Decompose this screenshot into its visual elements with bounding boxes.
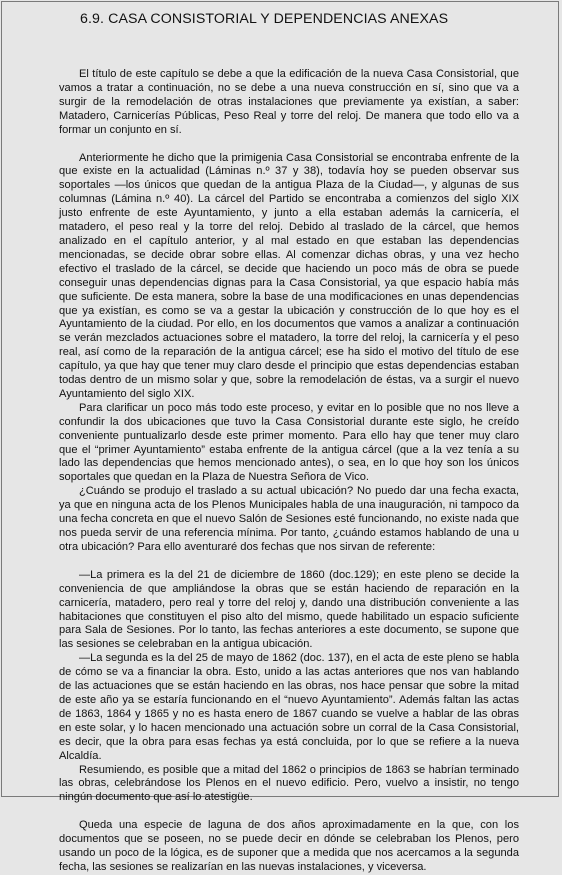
paragraph-summary: Resumiendo, es posible que a mitad del 1862 o principios de 1863 se habrían terminado las obras, celebrándose los Plenos en el nuevo edificio. Pero, vuelvo a insistir, no tengo ningún documento que así lo atestigüe.: [59, 763, 519, 804]
paragraph-intro: El título de este capítulo se debe a que la edificación de la nueva Casa Consistorial, que vamos a tratar a continuación, no se debe a una nueva construcción en sí, sino que va a surgir de la remodelación de otras instalaciones que previamente ya existían, a saber: Matadero, Carnicerías Públicas, Peso Real y torre del reloj. De manera que todo ello va a formar un conjunto en sí.: [59, 68, 519, 136]
paragraph-second-date: —La segunda es la del 25 de mayo de 1862 (doc. 137), en el acta de este pleno se habla de cómo se va a financiar la obra. Esto, unido a las actas anteriores que nos van hablando de las actuaciones que se están haciendo en las obras, nos hace pensar que sobre la mitad de este año ya se estaría funcionando en el “nuevo Ayuntamiento”. Además faltan las actas de 1863, 1864 y 1865 y no es hasta enero de 1867 cuando se vuelve a hablar de las obras en este solar, y lo hacen mencionado una actuación sobre un corral de la Casa Consistorial, es decir, que la obra para esas fechas ya está concluida, por lo que se refiere a la nueva Alcaldía.: [59, 652, 519, 762]
paragraph-clarify: Para clarificar un poco más todo este proceso, y evitar en lo posible que no nos lleve a confundir la dos ubicaciones que tuvo la Casa Consistorial durante este siglo, he creído conveniente puntualizarlo desde este primer momento. Para ello hay que tener muy claro que el “primer Ayuntamiento” estaba enfrente de la antigua cárcel (que a la vez tenía a su lado las dependencias que hemos mencionado antes), o sea, en lo que hoy son los únicos soportales que quedan en la Plaza de Nuestra Señora de Vico.: [59, 401, 519, 484]
paragraph-question: ¿Cuándo se produjo el traslado a su actual ubicación? No puedo dar una fecha exacta, ya que en ninguna acta de los Plenos Municipales habla de una inauguración, ni tampoco da una fecha concreta en que el nuevo Salón de Sesiones esté funcionando, no existe nada que nos pueda servir de una referencia mínima. Por tanto, ¿cuándo estamos hablando de una u otra ubicación? Para ello aventuraré dos fechas que nos sirvan de referente:: [59, 485, 519, 553]
section-title: 6.9. CASA CONSISTORIAL Y DEPENDENCIAS ANEXAS: [80, 11, 449, 27]
paragraph-gap-years: Queda una especie de laguna de dos años aproximadamente en la que, con los documentos que se poseen, no se puede decir en dónde se celebraban los Plenos, pero usando un poco de la lógica, es de suponer que a medida que nos acercamos a la segunda fecha, las sesiones se realizarían en las nuevas instalaciones, y viceversa.: [59, 819, 519, 873]
paragraph-first-date: —La primera es la del 21 de diciembre de 1860 (doc.129); en este pleno se decide la conveniencia de que ampliándose la obras que se están haciendo de reparación en la carnicería, matadero, pero real y torre del reloj y, dando una distribución conveniente a las habitaciones que constituyen el piso alto del mismo, quede habilitado un espacio suficiente para Sala de Sesiones. Por lo tanto, las fechas anteriores a este documento, se supone que las sesiones se celebraban en la antigua ubicación.: [59, 568, 519, 651]
body-text: [59, 68, 519, 875]
paragraph-history: Anteriormente he dicho que la primigenia Casa Consistorial se encontraba enfrente de la que existe en la actualidad (Láminas n.º 37 y 38), todavía hoy se pueden observar sus soportales —los únicos que quedan de la antigua Plaza de la Ciudad—, y algunas de sus columnas (Lámina n.º 40). La cárcel del Partido se encontraba a comienzos del siglo XIX justo enfrente de este Ayuntamiento, y junto a ella estaban además la carnicería, el matadero, el peso real y la torre del reloj. Debido al traslado de la cárcel, que hemos analizado en el capítulo anterior, y al mal estado en que estaban las dependencias mencionadas, se decide obrar sobre ellas. Al comenzar dichas obras, y una vez hecho efectivo el traslado de la cárcel, se decide que haciendo un poco más de obra se puede conseguir unas dependencias dignas para la Casa Consistorial, ya que espacio había más que suficiente. De esta manera, sobre la base de una modificaciones en unas dependencias que ya existían, es como se va a gestar la ubicación y construcción de lo que hoy es el Ayuntamiento de la ciudad. Por ello, en los documentos que vamos a analizar a continuación se verán mezclados actuaciones sobre el matadero, la torre del reloj, la carnicería y el peso real, así como de la reparación de la antigua cárcel; ese ha sido el motivo del título de ese capítulo, ya que hay que tener muy claro desde el principio que estas dependencias estaban todas dentro de un mismo solar y que, sobre la remodelación de éstas, va a surgir el nuevo Ayuntamiento del siglo XIX.: [59, 151, 519, 400]
